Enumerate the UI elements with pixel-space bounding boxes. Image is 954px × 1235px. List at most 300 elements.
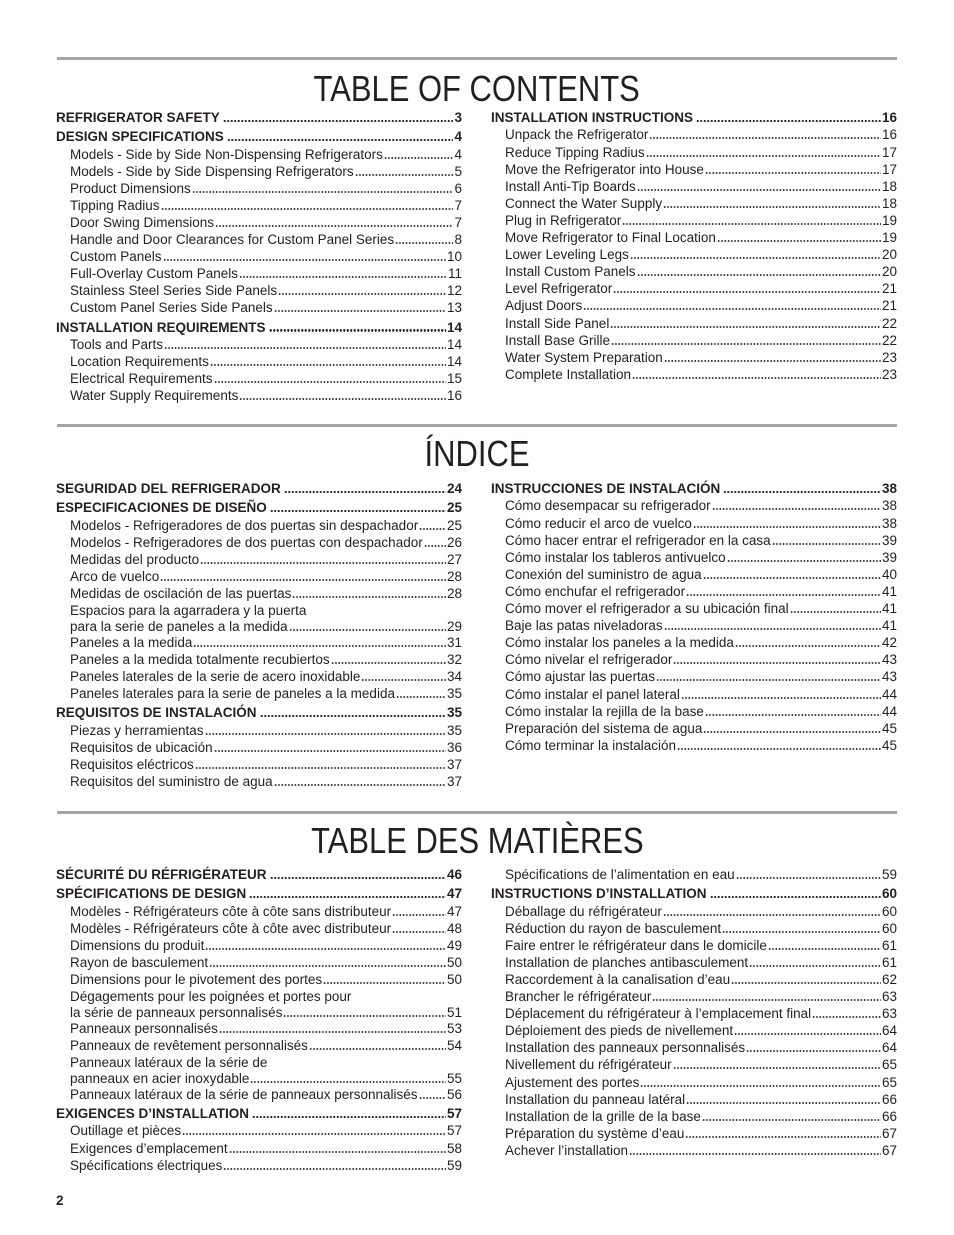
toc-entry [56, 1020, 462, 1037]
entry-page: 57 [446, 1123, 462, 1139]
page-number: 2 [56, 1192, 64, 1208]
entry-page: 67 [881, 1125, 897, 1141]
dot-leader [200, 562, 446, 564]
entry-page: 38 [881, 498, 897, 514]
entry-label: Tools and Parts [70, 336, 164, 352]
entry-page: 60 [881, 886, 897, 902]
entry-page: 51 [446, 1004, 462, 1020]
entry-label: Piezas y herramientas [70, 722, 204, 738]
entry-label: Cómo terminar la instalación [505, 737, 677, 753]
entry-label: Dimensions pour le pivotement des portes [70, 971, 323, 987]
entry-page: 16 [881, 110, 897, 126]
toc-entry [491, 212, 897, 229]
dot-leader [260, 715, 446, 717]
toc-entry [56, 585, 462, 602]
section-title [0, 432, 954, 474]
dot-leader [323, 982, 446, 984]
entry-page: 31 [446, 635, 462, 651]
toc-entry [491, 566, 897, 583]
entry-label: Unpack the Refrigerator [505, 127, 649, 143]
toc-entry [491, 195, 897, 212]
dot-leader [209, 965, 446, 967]
entry-label: Install Anti-Tip Boards [505, 178, 636, 194]
dot-leader [229, 1151, 446, 1153]
entry-page: 28 [446, 568, 462, 584]
entry-label: Ajustement des portes [505, 1074, 640, 1090]
entry-label: Cómo reducir el arco de vuelco [505, 515, 692, 531]
toc-entry [56, 1122, 462, 1139]
entry-label: Medidas de oscilación de las puertas [70, 585, 292, 601]
entry-page: 43 [881, 652, 897, 668]
toc-entry [56, 937, 462, 954]
dot-leader [649, 137, 881, 139]
dot-leader [239, 398, 446, 400]
entry-label: Cómo instalar los tableros antivuelco [505, 549, 726, 565]
entry-label: DESIGN SPECIFICATIONS [56, 129, 224, 145]
entry-label: SEGURIDAD DEL REFRIGERADOR [56, 481, 281, 497]
toc-entry [491, 532, 897, 549]
toc-column-left [56, 109, 462, 404]
dot-leader [663, 914, 881, 916]
toc-entry [56, 1086, 462, 1103]
toc-column-right [491, 109, 897, 383]
toc-section-heading [56, 499, 462, 516]
entry-page: 42 [881, 635, 897, 651]
toc-entry [56, 265, 462, 282]
entry-label: Door Swing Dimensions [70, 214, 215, 230]
toc-entry [56, 773, 462, 790]
entry-page: 61 [881, 954, 897, 970]
dot-leader [677, 748, 881, 750]
entry-label: Requisitos eléctricos [70, 756, 194, 772]
dot-leader [219, 1031, 446, 1033]
entry-label: Brancher le réfrigérateur [505, 989, 652, 1005]
entry-page: 60 [881, 920, 897, 936]
toc-section-heading [56, 128, 462, 145]
dot-leader [278, 293, 446, 295]
toc-entry [491, 634, 897, 651]
entry-label: Arco de vuelco [70, 568, 160, 584]
entry-page: 67 [881, 1142, 897, 1158]
dot-leader [214, 750, 446, 752]
toc-entry [56, 602, 462, 634]
toc-entry [56, 756, 462, 773]
toc-entry [491, 1022, 897, 1039]
entry-label: INSTRUCCIONES DE INSTALACIÓN [491, 481, 721, 497]
entry-page: 38 [881, 515, 897, 531]
dot-leader [419, 1097, 446, 1099]
entry-page: 7 [454, 214, 462, 230]
dot-leader [249, 896, 446, 898]
entry-page: 5 [454, 163, 462, 179]
entry-label: Déballage du réfrigérateur [505, 903, 662, 919]
toc-entry [491, 651, 897, 668]
toc-entry [56, 146, 462, 163]
dot-leader [192, 191, 454, 193]
toc-entry [491, 937, 897, 954]
toc-entry [491, 1005, 897, 1022]
toc-entry [491, 263, 897, 280]
entry-label: Panneaux latéraux de la série de [70, 1055, 268, 1071]
entry-label: Rayon de basculement [70, 954, 209, 970]
dot-leader [703, 577, 881, 579]
entry-label: Cómo instalar el panel lateral [505, 686, 680, 702]
toc-entry [56, 1054, 462, 1086]
entry-page: 35 [446, 722, 462, 738]
toc-entry [491, 515, 897, 532]
dot-leader [673, 1067, 881, 1069]
entry-label: EXIGENCES D’INSTALLATION [56, 1106, 250, 1122]
entry-label: Plug in Refrigerator [505, 212, 622, 228]
dot-leader [673, 662, 881, 664]
entry-label: Cómo nivelar el refrigerador [505, 652, 673, 668]
section-title-text: TABLE DES MATIÈRES [310, 819, 644, 861]
entry-label: Spécifications électriques [70, 1157, 223, 1173]
dot-leader [210, 364, 446, 366]
toc-entry [491, 549, 897, 566]
entry-label: Déplacement du réfrigérateur à l’emplacement final [505, 1006, 812, 1022]
entry-page: 53 [446, 1021, 462, 1037]
entry-page: 21 [881, 298, 897, 314]
section-rule [57, 811, 897, 814]
entry-page: 16 [881, 127, 897, 143]
entry-label: Espacios para la agarradera y la puerta [70, 603, 307, 619]
dot-leader [419, 528, 446, 530]
entry-page: 39 [881, 532, 897, 548]
entry-label: Cómo mover el refrigerador a su ubicación final [505, 601, 789, 617]
entry-label: Install Base Grille [505, 332, 611, 348]
entry-page: 43 [881, 669, 897, 685]
dot-leader [686, 1102, 881, 1104]
toc-entry [491, 144, 897, 161]
entry-label: Installation de planches antibasculement [505, 954, 749, 970]
entry-label: Baje las patas niveladoras [505, 618, 663, 634]
entry-page: 35 [446, 705, 462, 721]
dot-leader [685, 1136, 881, 1138]
toc-entry [491, 229, 897, 246]
entry-label: Faire entrer le réfrigérateur dans le domicile [505, 937, 767, 953]
entry-label: Modelos - Refrigeradores de dos puertas con despachador [70, 534, 423, 550]
entry-page: 45 [881, 720, 897, 736]
entry-page: 41 [881, 583, 897, 599]
dot-leader [384, 157, 454, 159]
entry-label: Requisitos del suministro de agua [70, 773, 273, 789]
entry-label: Paneles a la medida totalmente recubiertos [70, 652, 330, 668]
entry-page: 59 [446, 1157, 462, 1173]
entry-page: 18 [881, 178, 897, 194]
entry-page: 16 [446, 387, 462, 403]
entry-page: 20 [881, 247, 897, 263]
dot-leader [622, 223, 881, 225]
entry-page: 17 [881, 161, 897, 177]
entry-page: 4 [454, 146, 462, 162]
toc-entry [491, 315, 897, 332]
section-title-text: ÍNDICE [424, 432, 530, 474]
toc-entry [491, 161, 897, 178]
entry-page: 24 [446, 481, 462, 497]
entry-page: 63 [881, 1006, 897, 1022]
dot-leader [723, 491, 881, 493]
dot-leader [722, 931, 881, 933]
toc-section-heading [56, 885, 462, 902]
entry-page: 50 [446, 954, 462, 970]
toc-entry [491, 920, 897, 937]
dot-leader [696, 120, 881, 122]
toc-section-heading [56, 319, 462, 336]
entry-label: Installation des panneaux personnalisés [505, 1040, 746, 1056]
dot-leader [270, 877, 446, 879]
section-title [0, 819, 954, 861]
entry-label: Modèles - Réfrigérateurs côte à côte sans distributeur [70, 903, 392, 919]
toc-section-heading [56, 866, 462, 883]
entry-page: 18 [881, 195, 897, 211]
toc-entry [491, 178, 897, 195]
entry-page: 11 [447, 266, 462, 282]
entry-page: 27 [446, 551, 462, 567]
toc-entry [491, 297, 897, 314]
toc-entry [491, 1074, 897, 1091]
entry-label: REFRIGERATOR SAFETY [56, 110, 220, 126]
dot-leader [205, 948, 446, 950]
entry-page: 48 [446, 920, 462, 936]
entry-page: 22 [881, 315, 897, 331]
toc-section-heading [56, 480, 462, 497]
entry-label: Water System Preparation [505, 349, 663, 365]
entry-label: Move Refrigerator to Final Location [505, 230, 716, 246]
entry-label: Stainless Steel Series Side Panels [70, 283, 278, 299]
dot-leader [702, 1119, 881, 1121]
dot-leader [214, 381, 446, 383]
toc-section-heading [56, 109, 462, 126]
entry-label: Complete Installation [505, 366, 632, 382]
entry-label: Install Custom Panels [505, 264, 636, 280]
dot-leader [681, 697, 881, 699]
dot-leader [735, 645, 881, 647]
dot-leader [637, 189, 881, 191]
toc-section-heading [56, 1105, 462, 1122]
toc-entry [56, 1140, 462, 1157]
toc-entry [491, 583, 897, 600]
entry-page: 47 [446, 886, 462, 902]
dot-leader [270, 510, 446, 512]
entry-label: Dimensions du produit [70, 937, 205, 953]
entry-label: ESPECIFICACIONES DE DISEÑO [56, 500, 267, 516]
toc-entry [56, 954, 462, 971]
entry-page: 15 [446, 370, 462, 386]
entry-label: Medidas del producto [70, 551, 200, 567]
entry-label: Move the Refrigerator into House [505, 161, 704, 177]
dot-leader [610, 326, 881, 328]
entry-label: Spécifications de l’alimentation en eau [505, 867, 735, 883]
toc-entry [491, 866, 897, 883]
toc-entry [56, 903, 462, 920]
section-rule [57, 424, 897, 427]
toc-entry [56, 988, 462, 1020]
entry-label: Cómo ajustar las puertas [505, 669, 656, 685]
dot-leader [269, 329, 446, 331]
dot-leader [227, 139, 454, 141]
entry-page: 22 [881, 332, 897, 348]
toc-entry [491, 246, 897, 263]
entry-label: Préparation du système d’eau [505, 1125, 685, 1141]
dot-leader [223, 1168, 446, 1170]
dot-leader [309, 1048, 446, 1050]
dot-leader [392, 931, 446, 933]
entry-page: 13 [446, 300, 462, 316]
toc-entry [56, 722, 462, 739]
entry-page: 60 [881, 903, 897, 919]
dot-leader [392, 914, 446, 916]
entry-page: 25 [446, 517, 462, 533]
entry-label: Modèles - Réfrigérateurs côte à côte avec distributeur [70, 920, 392, 936]
entry-page: 59 [881, 867, 897, 883]
dot-leader [637, 274, 881, 276]
entry-page: 50 [446, 971, 462, 987]
entry-label: Nivellement du réfrigérateur [505, 1057, 672, 1073]
toc-entry [56, 282, 462, 299]
entry-label: Installation de la grille de la base [505, 1108, 701, 1124]
dot-leader [223, 120, 454, 122]
entry-page: 46 [446, 867, 462, 883]
entry-page: 23 [881, 349, 897, 365]
entry-line [70, 1071, 462, 1087]
toc-entry [56, 248, 462, 265]
dot-leader [652, 999, 881, 1001]
entry-page: 35 [446, 686, 462, 702]
entry-label: Product Dimensions [70, 180, 191, 196]
entry-page: 20 [881, 264, 897, 280]
entry-page: 44 [881, 703, 897, 719]
entry-label: SÉCURITÉ DU RÉFRIGÉRATEUR [56, 867, 267, 883]
entry-page: 21 [881, 281, 897, 297]
entry-label: Exigences d’emplacement [70, 1140, 228, 1156]
entry-label: para la serie de paneles a la medida [70, 618, 288, 634]
toc-entry [491, 600, 897, 617]
dot-leader [274, 784, 446, 786]
toc-entry [56, 180, 462, 197]
entry-page: 54 [446, 1038, 462, 1054]
section-rule [57, 57, 897, 60]
entry-label: Full-Overlay Custom Panels [70, 266, 239, 282]
entry-page: 39 [881, 549, 897, 565]
dot-leader [768, 948, 881, 950]
entry-page: 29 [446, 618, 462, 634]
toc-entry [491, 1056, 897, 1073]
dot-leader [583, 308, 881, 310]
entry-page: 8 [454, 232, 462, 248]
entry-label: Connect the Water Supply [505, 195, 663, 211]
dot-leader [710, 896, 881, 898]
entry-label: Panneaux de revêtement personnalisés [70, 1038, 308, 1054]
entry-label: Déploiement des pieds de nivellement [505, 1023, 734, 1039]
dot-leader [749, 965, 881, 967]
entry-page: 66 [881, 1108, 897, 1124]
dot-leader [812, 1016, 881, 1018]
entry-label: Requisitos de ubicación [70, 739, 213, 755]
entry-label: Modelos - Refrigeradores de dos puertas sin despachador [70, 517, 419, 533]
entry-page: 37 [446, 773, 462, 789]
entry-page: 44 [881, 686, 897, 702]
dot-leader [734, 1033, 881, 1035]
toc-entry [491, 703, 897, 720]
toc-entry [56, 163, 462, 180]
entry-label: panneaux en acier inoxydable [70, 1070, 250, 1086]
toc-entry [491, 1142, 897, 1159]
entry-label: Electrical Requirements [70, 370, 213, 386]
dot-leader [693, 526, 881, 528]
dot-leader [283, 1015, 446, 1017]
entry-page: 19 [881, 230, 897, 246]
entry-label: Achever l’installation [505, 1142, 629, 1158]
entry-page: 23 [881, 366, 897, 382]
dot-leader [195, 767, 446, 769]
entry-page: 66 [881, 1091, 897, 1107]
dot-leader [772, 543, 881, 545]
dot-leader [664, 628, 881, 630]
entry-page: 3 [454, 110, 462, 126]
toc-entry [491, 686, 897, 703]
entry-page: 25 [446, 500, 462, 516]
toc-entry [56, 551, 462, 568]
entry-label: INSTALLATION REQUIREMENTS [56, 319, 266, 335]
entry-page: 41 [881, 601, 897, 617]
toc-entry [491, 1091, 897, 1108]
entry-label: Level Refrigerator [505, 281, 613, 297]
dot-leader [160, 579, 446, 581]
entry-label: Install Side Panel [505, 315, 610, 331]
toc-entry [56, 353, 462, 370]
dot-leader [712, 508, 881, 510]
dot-leader [717, 240, 881, 242]
toc-entry [56, 1157, 462, 1174]
toc-entry [56, 387, 462, 404]
entry-page: 45 [881, 737, 897, 753]
toc-column-left [56, 480, 462, 790]
entry-page: 14 [446, 336, 462, 352]
toc-section-heading [491, 885, 897, 902]
dot-leader [395, 242, 453, 244]
entry-label: INSTALLATION INSTRUCTIONS [491, 110, 693, 126]
dot-leader [239, 276, 447, 278]
toc-entry [491, 332, 897, 349]
entry-page: 49 [446, 937, 462, 953]
dot-leader [284, 491, 446, 493]
dot-leader [252, 1116, 446, 1118]
toc-entry [56, 568, 462, 585]
toc-entry [56, 197, 462, 214]
toc-entry [56, 299, 462, 316]
toc-entry [56, 534, 462, 551]
dot-leader [656, 679, 881, 681]
entry-page: 64 [881, 1023, 897, 1039]
dot-leader [731, 982, 881, 984]
entry-label: Models - Side by Side Dispensing Refrigerators [70, 163, 354, 179]
entry-label: Dégagements pour les poignées et portes pour [70, 989, 352, 1005]
entry-label: Cómo instalar la rejilla de la base [505, 703, 704, 719]
toc-entry [491, 497, 897, 514]
entry-page: 58 [446, 1140, 462, 1156]
toc-entry [491, 988, 897, 1005]
entry-label: Models - Side by Side Non-Dispensing Refrigerators [70, 146, 383, 162]
dot-leader [727, 560, 881, 562]
entry-label: Paneles a la medida [70, 635, 193, 651]
entry-page: 64 [881, 1040, 897, 1056]
toc-entry [56, 685, 462, 702]
entry-label: Reduce Tipping Radius [505, 144, 645, 160]
entry-label: la série de panneaux personnalisés [70, 1004, 283, 1020]
dot-leader [163, 259, 446, 261]
dot-leader [164, 347, 446, 349]
